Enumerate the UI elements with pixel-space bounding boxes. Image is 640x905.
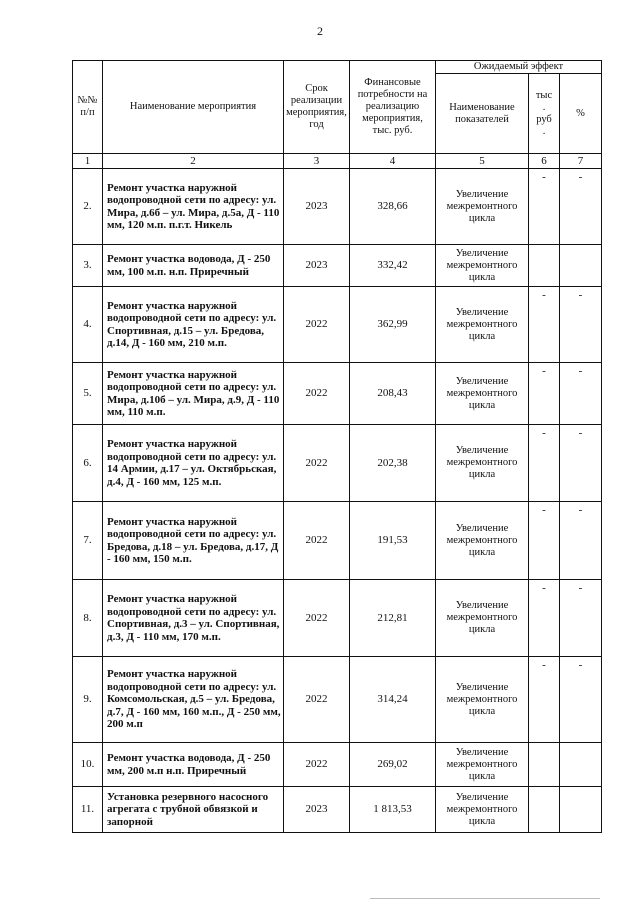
- row-number: 7.: [73, 502, 103, 580]
- measure-name: Ремонт участка водовода, Д - 250 мм, 100 м.п. н.п. Приречный: [103, 245, 284, 287]
- effect-value-percent: -: [560, 287, 602, 363]
- effect-value-rub: -: [529, 287, 560, 363]
- col-number: 5: [436, 154, 529, 169]
- measure-cost: 362,99: [350, 287, 436, 363]
- measure-year: 2022: [284, 287, 350, 363]
- effect-indicator: Увеличение межремонтного цикла: [436, 657, 529, 743]
- table-row: [73, 425, 602, 502]
- effect-indicator: Увеличение межремонтного цикла: [436, 743, 529, 787]
- effect-value-percent: -: [560, 169, 602, 245]
- measure-cost: 1 813,53: [350, 787, 436, 833]
- table-row: [73, 287, 602, 363]
- header-unit-line: .: [542, 125, 546, 137]
- measure-cost: 269,02: [350, 743, 436, 787]
- measure-year: 2022: [284, 425, 350, 502]
- row-number: 8.: [73, 580, 103, 657]
- effect-value-rub: -: [529, 425, 560, 502]
- effect-value-percent: -: [560, 502, 602, 580]
- effect-value-rub: -: [529, 363, 560, 425]
- header-unit-line: тыс: [535, 89, 553, 101]
- row-number: 5.: [73, 363, 103, 425]
- effect-indicator: Увеличение межремонтного цикла: [436, 580, 529, 657]
- measure-year: 2023: [284, 245, 350, 287]
- effect-indicator: Увеличение межремонтного цикла: [436, 363, 529, 425]
- table-row: [73, 245, 602, 287]
- col-number: 4: [350, 154, 436, 169]
- effect-value-rub: -: [529, 502, 560, 580]
- effect-indicator: Увеличение межремонтного цикла: [436, 502, 529, 580]
- measure-name: Ремонт участка наружной водопроводной сети по адресу: ул. Мира, д.10б – ул. Мира, д.9, Д - 110 мм, 110 м.п.: [103, 363, 284, 425]
- col-number: 3: [284, 154, 350, 169]
- row-number: 4.: [73, 287, 103, 363]
- header-name: Наименование мероприятия: [103, 61, 284, 154]
- table-row: [73, 580, 602, 657]
- effect-value-percent: -: [560, 580, 602, 657]
- effect-value-rub: [529, 787, 560, 833]
- measure-cost: 208,43: [350, 363, 436, 425]
- effect-value-rub: -: [529, 580, 560, 657]
- measure-name: Ремонт участка водовода, Д - 250 мм, 200 м.п н.п. Приречный: [103, 743, 284, 787]
- col-number: 7: [560, 154, 602, 169]
- effect-indicator: Увеличение межремонтного цикла: [436, 787, 529, 833]
- col-number: 2: [103, 154, 284, 169]
- header-unit-line: .: [542, 101, 546, 113]
- effect-value-rub: [529, 743, 560, 787]
- effect-value-rub: -: [529, 657, 560, 743]
- row-number: 6.: [73, 425, 103, 502]
- effect-value-percent: [560, 787, 602, 833]
- row-number: 11.: [73, 787, 103, 833]
- page-number: 2: [317, 24, 323, 38]
- row-number: 10.: [73, 743, 103, 787]
- effect-value-percent: [560, 743, 602, 787]
- measure-cost: 332,42: [350, 245, 436, 287]
- header-term: Срок реализации мероприятия, год: [284, 61, 350, 154]
- header-unit-line: руб: [536, 113, 552, 125]
- measure-name: Ремонт участка наружной водопроводной сети по адресу: ул. Бредова, д.18 – ул. Бредова, д.17, Д - 160 мм, 150 м.п.: [103, 502, 284, 580]
- effect-indicator: Увеличение межремонтного цикла: [436, 425, 529, 502]
- effect-value-percent: -: [560, 363, 602, 425]
- measure-name: Установка резервного насосного агрегата с трубной обвязкой и запорной: [103, 787, 284, 833]
- effect-indicator: Увеличение межремонтного цикла: [436, 169, 529, 245]
- measure-year: 2023: [284, 787, 350, 833]
- measure-year: 2023: [284, 169, 350, 245]
- row-number: 3.: [73, 245, 103, 287]
- table-row: [73, 502, 602, 580]
- measure-year: 2022: [284, 743, 350, 787]
- row-number: 2.: [73, 169, 103, 245]
- effect-value-rub: -: [529, 169, 560, 245]
- measure-name: Ремонт участка наружной водопроводной сети по адресу: ул. Мира, д.6б – ул. Мира, д.5а, Д - 110 мм, 120 м.п. п.г.т. Никель: [103, 169, 284, 245]
- measure-cost: 328,66: [350, 169, 436, 245]
- measure-name: Ремонт участка наружной водопроводной сети по адресу: ул. 14 Армии, д.17 – ул. Октябрьская, д.4, Д - 160 мм, 125 м.п.: [103, 425, 284, 502]
- bottom-rule: [370, 898, 600, 899]
- header-indicator: Наименование показателей: [436, 74, 529, 154]
- measure-name: Ремонт участка наружной водопроводной сети по адресу: ул. Комсомольская, д.5 – ул. Бредова, д.7, Д - 160 мм, 160 м.п., Д - 250 мм, 200 м.п: [103, 657, 284, 743]
- row-number: 9.: [73, 657, 103, 743]
- table-row: [73, 743, 602, 787]
- header-num: №№ п/п: [73, 61, 103, 154]
- table-row: [73, 169, 602, 245]
- measure-cost: 191,53: [350, 502, 436, 580]
- table-row: [73, 657, 602, 743]
- measure-year: 2022: [284, 502, 350, 580]
- effect-value-rub: [529, 245, 560, 287]
- effect-indicator: Увеличение межремонтного цикла: [436, 245, 529, 287]
- column-numbers-row: [73, 154, 602, 169]
- measures-table: [72, 60, 602, 833]
- effect-value-percent: [560, 245, 602, 287]
- measure-cost: 202,38: [350, 425, 436, 502]
- measure-year: 2022: [284, 657, 350, 743]
- effect-indicator: Увеличение межремонтного цикла: [436, 287, 529, 363]
- table-row: [73, 363, 602, 425]
- measure-name: Ремонт участка наружной водопроводной сети по адресу: ул. Спортивная, д.15 – ул. Бредова, д.14, Д - 160 мм, 210 м.п.: [103, 287, 284, 363]
- col-number: 6: [529, 154, 560, 169]
- effect-value-percent: -: [560, 657, 602, 743]
- col-number: 1: [73, 154, 103, 169]
- header-unit: [529, 74, 560, 154]
- measure-year: 2022: [284, 580, 350, 657]
- measure-name: Ремонт участка наружной водопроводной сети по адресу: ул. Спортивная, д.3 – ул. Спортивная, д.3, Д - 110 мм, 170 м.п.: [103, 580, 284, 657]
- measure-cost: 314,24: [350, 657, 436, 743]
- header-percent: %: [560, 74, 602, 154]
- effect-value-percent: -: [560, 425, 602, 502]
- measure-cost: 212,81: [350, 580, 436, 657]
- header-effect: Ожидаемый эффект: [436, 61, 602, 74]
- header-finance: Финансовые потребности на реализацию мероприятия, тыс. руб.: [350, 61, 436, 154]
- table-row: [73, 787, 602, 833]
- measure-year: 2022: [284, 363, 350, 425]
